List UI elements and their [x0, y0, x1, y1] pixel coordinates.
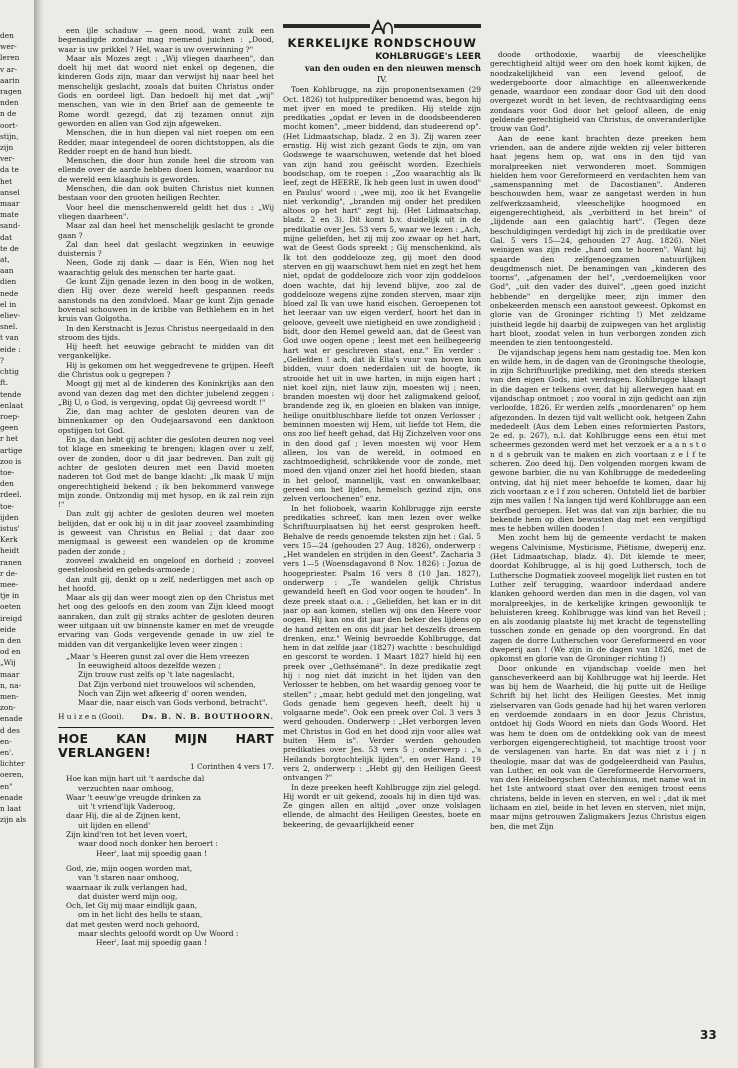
column-right — [490, 50, 706, 1035]
signature — [58, 712, 274, 721]
verse-line: In eeuwigheid altoos dezelfde wezen ; — [78, 661, 221, 671]
margin-fragment: tende — [0, 389, 22, 399]
verse-line: „Maar 's Heeren gunst zal over die Hem vreezen — [66, 651, 250, 661]
margin-fragment: oeten — [0, 602, 21, 612]
margin-fragment: istus' — [0, 523, 20, 533]
margin-fragment: v ar- — [0, 64, 17, 74]
paragraph: Neen, Gode zij dank — daar is Eén, Wien nog het waarachtig geluk des menschen ter harte gaat. — [58, 258, 274, 277]
margin-fragment: da te — [0, 165, 19, 175]
paragraph: Maar als gij dan weer moogt zien op den Christus met het oog des geloofs en den zoom van Zijn kleed moogt aanraken, dan zult gij straks achter de gesloten deuren weer uitgaan uit uw binnenste kamer en met de vreugde ervaring van Gods vergevende genade in uw ziel te midden van dit vergankelijke leven weer zingen : — [58, 593, 274, 649]
paragraph: Hij is gekomen om het weggedrevene te grijpen. Heeft die Christus ook u gegrepen ? — [58, 360, 274, 379]
poem-bible-reference: 1 Corinthen 4 vers 17. — [189, 761, 274, 771]
article-title: KOHLBRUGGE's LEER — [375, 52, 481, 62]
paragraph: Menschen, die dan ook buiten Christus niet kunnen bestaan voor den grooten heiligen Rechter. — [58, 184, 274, 203]
margin-fragment: od en — [0, 647, 21, 657]
psalm-verse — [58, 652, 274, 708]
margin-fragment: zijn — [0, 143, 14, 153]
margin-fragment: eide — [0, 624, 16, 634]
margin-fragment: snel. — [0, 322, 18, 332]
alpha-omega-emblem-icon — [370, 18, 394, 36]
margin-fragment: aarin — [0, 75, 20, 85]
poem-line: Hoe kan mijn hart uit 't aardsche dal — [66, 774, 205, 784]
margin-fragment: enade — [0, 714, 23, 724]
column-middle — [283, 50, 481, 1035]
margin-fragment: dat — [0, 232, 13, 242]
margin-fragment: nede — [0, 288, 19, 298]
paragraph: Maar als Mozes zegt : „Wij vliegen daarheen", dan doelt hij met dat woord niet enkel op degenen, die kinderen Gods zijn, maar dan verwijst hij naar heel het menschelijk geslacht, zooals dat buiten Christus onder Gods en oordeel ligt. Dan bedoelt hij met dat „wij" menschen, van wie in den Brief aan de gemeente te Rome wordt gezegd, dat zij tezamen onnut zijn geworden en allen van God zijn afgeweken. — [58, 53, 274, 128]
signature-name: Ds. B. N. B. BOUTHOORN. — [141, 711, 274, 721]
margin-fragment: en'. — [0, 748, 14, 757]
margin-fragment: zoo is — [0, 456, 22, 466]
meditation-text — [58, 26, 274, 649]
margin-fragment: den — [0, 479, 14, 489]
margin-fragment: zon- — [0, 703, 16, 713]
poem-line: dat duister werd mijn oog, — [78, 891, 178, 901]
paragraph: In den Kerstnacht is Jezus Christus neergedaald in den stroom des tijds. — [58, 323, 274, 342]
margin-fragment: ansel — [0, 187, 20, 197]
article-text — [283, 85, 481, 829]
margin-fragment: t van — [0, 333, 19, 343]
margin-fragment: ft. — [0, 378, 9, 388]
margin-fragment: mee- — [0, 579, 19, 589]
paragraph: doode orthodoxie, waarbij de vleeschelijke gerechtigheid altijd weer om den hoek komt kijken, de noodzakelijkheid van een levend geloof, de wedergeboorte door almachtige en alleenwerkende genade, waardoor een zondaar door God uit den dood overgezet wordt in het leven, de rechtvaardiging eens zondaars voor God door het geloof alleen, de enig geldende gerechtigheid van Christus, de onveranderlijke trouw van God". — [490, 50, 706, 134]
margin-fragment: roep- — [0, 411, 20, 421]
verse-line: Noch van Zijn wet afkeerig d' ooren wenden, — [78, 689, 247, 699]
margin-fragment: stijn, — [0, 131, 19, 141]
margin-fragment: nden — [0, 98, 19, 108]
left-margin-fragments — [0, 30, 33, 825]
poem — [58, 774, 274, 947]
margin-fragment: oeren, — [0, 770, 24, 780]
paragraph: In deze preeken heeft Kohlbrugge zijn ziel gelegd. Hij wordt er uit gekend, zooals hij in dien tijd was. Ze gingen allen en altijd „over onze volslagen ellende, de almacht des Heiligen Geestes, boete en bekeering, de gevaarlijkheid eener — [283, 782, 481, 829]
margin-fragment: oort- — [0, 120, 18, 130]
margin-fragment: enlaat — [0, 400, 24, 410]
margin-fragment: eliev- — [0, 311, 21, 321]
verse-line: Zijn trouw rust zelfs op 't late nageslacht, — [78, 670, 235, 680]
paragraph: Zal dan heel dat geslacht wegzinken in eeuwige duisternis ? — [58, 239, 274, 259]
signature-place: H u i z e n (Gooi). — [58, 711, 124, 721]
poem-line: Zijn kind'ren tot het leven voert, — [66, 830, 188, 840]
paragraph: En ja, dan hebt gij achter die gesloten deuren nog veel tot klage en smeeking te brengen; klagen over u zelf, over de zonden, door u dit jaar bedreven. Dan zult gij achter de gesloten deuren met een David moeten naderen tot God met de bange klacht: „Ik maak U mijn ongerechtigheid bekend ; ik ben bekommerd vanwege mijn zonde. Ontzondig mij met hysop, en ik zal rein zijn !" — [58, 435, 274, 510]
margin-fragment: den — [0, 31, 14, 40]
margin-fragment: dien — [0, 277, 17, 287]
margin-fragment: het — [0, 176, 13, 186]
section-rule — [58, 727, 274, 728]
margin-fragment: at, — [0, 255, 10, 265]
article-subtitle: van den ouden en den nieuwen mensch — [304, 63, 481, 73]
margin-fragment: d des — [0, 725, 20, 735]
margin-fragment: geen — [0, 423, 19, 433]
margin-fragment: rdeel. — [0, 490, 22, 500]
margin-fragment: ? — [0, 355, 4, 365]
margin-fragment: maar — [0, 199, 20, 209]
margin-fragment: heidt — [0, 546, 20, 556]
margin-fragment: r de- — [0, 568, 18, 578]
margin-fragment: lichter — [0, 759, 25, 769]
margin-fragment: n laat — [0, 804, 22, 814]
margin-fragment: en" — [0, 781, 13, 791]
margin-fragment: maar — [0, 669, 20, 679]
margin-fragment: Kerk — [0, 535, 18, 545]
margin-fragment: mate — [0, 210, 19, 220]
margin-fragment: ireigd — [0, 613, 23, 623]
poem-line: Waar 't eeuw'ge vreugde drinken za — [66, 792, 201, 802]
verse-line: Dat Zijn verbond niet trouweloos wil schenden, — [78, 679, 256, 689]
margin-fragment: leren — [0, 53, 20, 63]
paragraph: De vijandschap jegens hem nam gestadig toe. Men kon en wilde hem, in de dagen van de Groningsche theologie, in zijn Schriftuurlijke prediking, met den steeds sterken van den eigen Gods, niet verdragen. Kohlbrugge klaagt in die dagen er telkens over, dat hij allerwegen haat en vijandschap ontmoet ; zoo vooral in zijn gedicht aan zijn verloofde, 1826. Er werden zelfs „moordenaren" op hem afgezonden. In dezen tijd valt wellicht ook, hetgeen Zahn mededeelt (Aus dem Leben eines reformierten Pastors, 2e ed. p. 267), n.l. dat Kohlbrugge eens een étui met scheermes gezonden werd met het verzoek er a a n s t o n d s gebruik van te maken en zich voortaan z e l f te scheren. Zoo deed hij. Den volgenden morgen kwam de gewone barbier, die nu van Kohlbrugge de mededeeling ontving, dat hij niet meer behoefde te komen, daar hij zich voortaan z e l f zou scheren. Ontsteld liet de barbier zijn mes vallen ! Na langen tijd werd Kohlbrugge aan een sterfbed geroepen. Het was dat van zijn barbier, die nu bekende hem op dien bewusten dag met een vergiftigd mes te hebben willen dooden ! — [490, 347, 706, 534]
margin-fragment: toe- — [0, 501, 15, 511]
paragraph: Ge kunt Zijn genade lezen in den boog in de wolken, dien Hij over deze wereld heeft gespannen reeds aanstonds na den zondvloed. Maar ge kunt Zijn genade bovenal schouwen in de kribbe van Bethlehem en in het kruis van Golgotha. — [58, 277, 274, 324]
margin-fragment: n, na- — [0, 680, 22, 690]
paragraph: Zie, dan mag achter de gesloten deuren van de binnenkamer op den Oudejaarsavond een danktoon opstijgen tot God. — [58, 407, 274, 435]
poem-line: verzuchten naar omhoog, — [78, 783, 174, 793]
paragraph: Menschen, die in hun diepen val niet roepen om een Redder, maar integendeel de ooren dichtstoppen, als die Redder roept en de hand hun biedt. — [58, 128, 274, 156]
margin-fragment: wer- — [0, 42, 17, 52]
margin-fragment: ragen — [0, 87, 22, 97]
paragraph: In het folioboek, waarin Kohlbrugge zijn eerste predikaties schreef, kan men lezen over welke Schriftuurplaatsen hij het eerst gesproken heeft. Behalve de reeds genoemde teksten zijn het : Gal. 5 vers 15—24 (gehouden 27 Aug. 1826), onderwerp : „Het wandelen en strijden in den Geest". Zacharia 3 vers 1—5 (Woensdagavond 8 Nov. 1826) : Jozua de hoogepriester. Psalm 16 vers 8 (10 Jan. 1827), onderwerp : „Te wandelen gelijk Christus gewandeld heeft en God voor oogen te houden". In deze preek staat o.a. : „Geliefden, het kan er in dit jaar op aan komen, stellen wij ons den Heere voor oogen. Hij kan ons dit jaar den beker des lijdens op de hand zetten en ons dit jaar het deszelfs droesem drenken, enz." Weinig bevroedde Kohlbrugge, dat hem in dat zelfde jaar (1827) wachtte : beschuldigd en gescorst te worden. 1 Maart 1827 hield hij een preek over „Gethsémané". In deze predikatie zegt hij : nog niet dát inzicht in het lijden van den Verlosser te hebben, om het waardig genoeg voor te stellen" ; „maar, hebt geduld met den jongeling, wat Gods genade hem gegeven heeft, deelt hij u volgaarne mede". Ook een preek over Col. 3 vers 3 werd gehouden. Onderwerp : „Het verborgen leven met Christus in God en het dood zijn voor alles wat buiten Hem is". Verder werden gehouden predikaties over Jes. 53 vers 5 ; onderwerp : „'s Heilands borgtochtelijk lijden", en over Hand. 19 vers 2, onderwerp : „Hebt gij den Heiligen Geest ontvangen ?" — [283, 503, 481, 783]
paragraph: zooveel zwakheid en ongeloof en dorheid ; zooveel geesteloosheid en gebeds-armoede ; — [58, 555, 274, 575]
paragraph: Aan de eene kant brachten deze preeken hem vrienden, aan de andere zijde wekten zij veler bitteren haat jegens hem op, wat ons in den tijd van moralpreeken niet verwonderen moet. Sommigen hielden hem voor Gereformeerd en verdachten hem van „samenspanning met de Dacostianen". Anderen beschouwden hem, waar ze aangetast werden in hun zelfwerkzaamheid, vleeschelijke hoogmoed en eigengerechtigheid, als „verbitterd in het brein" of „lijdende aan een galachtig hart". (Tegen deze beschuldigingen verdedigt hij zich in de predikatie over Gal. 5 vers 15—24, gehouden 27 Aug. 1826). Niet weinigen was zijn rede „hard om te hooren". Want hij spaarde den zelfgenoegzamen natuurlijken deugdmensch niet. De benamingen van „kinderen des toorns", „afgenamen der hel", „verdoemelijken voor God", „uit den vader des duivel", „geen goed inzicht hebbende" en dergelijke meer, zijn immer den onbekeerden mensch een aanstoot geweest. Opkomst en glorie van de Groninger richting !) Met zeldzame juistheid legde hij daarbij de zuipwegen van het arglistig hart bloot, zoodat velen in hun verborgen zonden zich meenden te zien tentoongesteld. — [490, 133, 706, 348]
paragraph: Menschen, die door hun zonde heel die stroom van ellende over de aarde hebben doen komen, waardoor nu de wereld een klaaghuis is geworden. — [58, 156, 274, 184]
paragraph: Men zocht hem bij de gemeente verdacht te maken wegens Calvinisme, Mysticisme, Piëtisme, dweperij enz. (Het Lidmaatschap, bladz. 4). Dit klemde te meer, doordat Kohlbrugge, al is hij goed Luthersch, toch de Luthersche Dogmatiek zooveel mogelijk liet rusten en tot Luther zelf terugging, waardoor inderdaad andere klanken gehoord werden dan men in die dagen, vol van moralpreekjes, in de kerkelijke kringen gewoonlijk te beluisteren kreeg. Kohlbrugge was kind van het Reveil ; en als zoodanig plaatste hij met kracht de tegenstelling tusschen zonde en genade op den voorgrond. En dat zagen de dorre Lutherschen voor Gereformeerd en voor dweperij aan ! (We zijn in de dagen van 1826, met de opkomst en glorie van de Groninger richting !) — [490, 533, 706, 664]
margin-fragment: tje in — [0, 591, 20, 601]
paragraph: Moogt gij met al de kinderen des Koninkrijks aan den avond van dezen dag met den dichter jubelend zeggen : „Bij U, o God, is vergeving, opdat Gij gevreesd wordt !" — [58, 379, 274, 407]
poem-line: waar dood noch donker hen beroert : — [78, 839, 218, 849]
poem-line: daar Hij, die al de Zijnen kent, — [66, 811, 181, 821]
margin-fragment: men- — [0, 691, 19, 701]
paragraph: Maar zal dan heel het menschelijk geslacht te gronde gaan ? — [58, 221, 274, 240]
poem-stanza — [66, 774, 274, 858]
paragraph: Door onkunde en vijandschap voelde men het ganscheverkeerd aan bij Kohlbrugge wat hij leerde. Het was bij hem de Waarheid, die hij putte uit de Heilige Schrift bij het licht des Heiligen Geestes. Met innig zielservaren van Gods genade had hij het waren verloren en verdoemde zondaars in en door Jezus Christus, ontdoet hij Gods Woord en niets dan Gods Woord. Het was hem te doen om de ontdekking ook van de meest verborgen eigengerechtigheid, tot machtige troost voor de verslagenen van harte. En dat was niet z i j n theologie, maar dat was de godgeleerdheid van Paulus, van Luther, en ook van de Gereformeerde Hervormers, van den Heidelbergschen Catechismus, met name wat in het 1ste antwoord staat over den eenigen troost eens christens, belde in leven en sterven, en wel : „dat ik met lichaam en ziel, beide in het leven en sterven, niet mijn, maar mijns getrouwen Zaligmakers Jezus Christus eigen ben, die met Zijn — [490, 663, 706, 831]
margin-fragment: ver- — [0, 154, 15, 164]
poem-line: God, zie, mijn oogen worden mat, — [66, 863, 193, 873]
paragraph: Hij heeft het eeuwige gebracht te midden van dit vergankelijke. — [58, 342, 274, 361]
margin-fragment: „Wij — [0, 658, 16, 668]
margin-fragment: toe- — [0, 467, 15, 477]
poem-line: Heer', laat mij spoedig gaan ! — [96, 938, 208, 948]
margin-fragment: el in — [0, 299, 17, 309]
poem-line: waarnaar ik zulk verlangen had, — [66, 882, 188, 892]
article-text-continued — [490, 50, 706, 831]
paragraph: Toen Kohlbrugge, na zijn proponentsexamen (29 Oct. 1826) tot hulpprediker benoemd was, begon hij met ijver en moed te prediken. Hij stelde zijn predikaties „opdat er leven in de doodsbeenderen mocht komen", „meer biddend, dan studeerend op". (Het Lidmaatschap, bladz. 2 en 3). Zij waren zeer ernstig. Hij wist zich gezant Gods te zijn, om van Godswege te waarschuwen, wetende dat het bloed van zijn hand zou geëischt worden. Ezechiels boodschap, om te roepen : „Zoo waarachtig als Ik leef, zegt de HEERE, Ik heb geen lust in uwen dood" en Paulus' woord : „wee mij, zoo ik het Evangelie niet verkondig", „branden mij onder het prediken altoos op het hart" zegt hij. (Het Lidmaatschap, bladz. 2 en 3). Dit komt b.v. duidelijk uit in de predikatie over Jes. 53 vers 5, waar we lezen : „Ach, mijne geliefden, het zij mij zoo zwaar op het hart, wat de Geest Gods spreekt ; Gij menschenkind, als Ik tot den goddelooze zeg, gij moet den dood sterven en gij waarschuwt hem niet en zegt het hem niet, opdat de goddelooze zich voor zijn goddeloos doen wachte, dat hij levend blijve, zoo zal de goddelooze wegens zijne zonden sterven, maar zijn bloed zal Ik van uwe hand eischen. Geroepenen tot het leeraar van uw eigen verderf, hoort het dan in geloove, geveelt uwe nietigheid en uwe zondigheid ; bidt, door den Hemel geweld aan, dat de Geest van God uwe oogen opene ; leest met een heilbegeerig hart wat er geschreven staat, enz." En verder : „Geliefden ! ach, dat ik Elia's vuur van boven kon bidden, vuur doen nederdalen uit de hoogte, ik strooide het uit in uwe harten, in mijn eigen hart ; niet koel zijn, niet lauw zijn, moesten wij ; neen, branden moesten wij door het zaligmakend geloof, brandende zeg ik, en gloeien en blaken van innige, heilige onuitbluschbare liefde tot onzen Verlosser ; beminnen moesten wij Hem, uit liefde tot Hem, die ons zoo lief heeft gehad, dat Hij Zichzelven voor ons in den dood gaf ; leven moesten wij voor Hem alleen, los van de wereld, in ootmoed en zachtmoedigheid, schrikkende voor de zonde, met moed den vijand onzer ziel het hoofd bieden, staan in het geloof, mannelijk, vast en onwankelbaar, gereed om het lijden, hemelsch gezind zijn, ons zelven verloochenen" enz. — [283, 85, 481, 504]
paragraph: dan zult gij, denkt op u zelf, nederliggen met asch op het hoofd. — [58, 574, 274, 593]
margin-fragment: artige — [0, 445, 23, 455]
section-numeral: IV. — [376, 75, 388, 84]
poem-line: maar slechts geloofd wordt op Uw Woord : — [78, 929, 239, 939]
paragraph: Dan zult gij achter de gesloten deuren wel moeten belijden, dat er ook bij u in dit jaar zooveel zaambinding is geweest van Christus en Belial ; dat daar zoo menigmaal is geweest een wandelen op de kromme paden der zonde ; — [58, 509, 274, 556]
margin-fragment: zijn als — [0, 815, 27, 825]
margin-fragment: sand- — [0, 221, 21, 231]
paragraph: een ijle schaduw — geen nood, want zulk een begenadigde zondaar mag roemend juichen : „Dood, waar is uw prikkel ? Hel, waar is uw overwinning ?" — [58, 26, 274, 54]
margin-fragment: n den — [0, 635, 21, 645]
poem-line: uit lijden en ellend' — [78, 820, 151, 830]
page-number: 33 — [700, 1028, 717, 1042]
kerkelijke-rondschouw-header — [283, 18, 481, 50]
poem-line: dat met gesten werd noch gehoord, — [66, 919, 200, 929]
margin-fragment: aan — [0, 266, 14, 276]
margin-fragment: n de — [0, 109, 17, 119]
gutter-shadow — [34, 0, 44, 1068]
column-left — [58, 26, 274, 1016]
verse-line: Maar die, naar eisch van Gods verbond, betracht". — [78, 698, 268, 708]
poem-line: uit 't vriend'lijk Vaderoog, — [78, 802, 176, 812]
margin-fragment: ijden — [0, 512, 19, 522]
poem-line: Och, let Gij mij maar eindlijk gaan, — [66, 901, 198, 911]
margin-fragment: chtig — [0, 367, 19, 377]
poem-title: HOE KAN MIJN HART VERLANGEN! — [58, 730, 274, 760]
poem-stanza — [66, 864, 274, 948]
margin-fragment: r het — [0, 434, 18, 444]
margin-fragment: en- — [0, 736, 12, 746]
poem-line: Heer', laat mij spoedig gaan ! — [96, 848, 208, 858]
margin-fragment: enade — [0, 792, 23, 802]
paragraph: Voor heel die menschenwereld geldt het dus : „Wij vliegen daarheen". — [58, 202, 274, 221]
margin-fragment: te de — [0, 243, 19, 253]
section-title: KERKELIJKE RONDSCHOUW — [287, 36, 477, 50]
margin-fragment: ranen — [0, 557, 22, 567]
poem-line: van 't staren naar omhoog, — [78, 873, 179, 883]
poem-line: om in het licht des hells te staan, — [78, 910, 203, 920]
margin-fragment: eide : — [0, 344, 21, 354]
